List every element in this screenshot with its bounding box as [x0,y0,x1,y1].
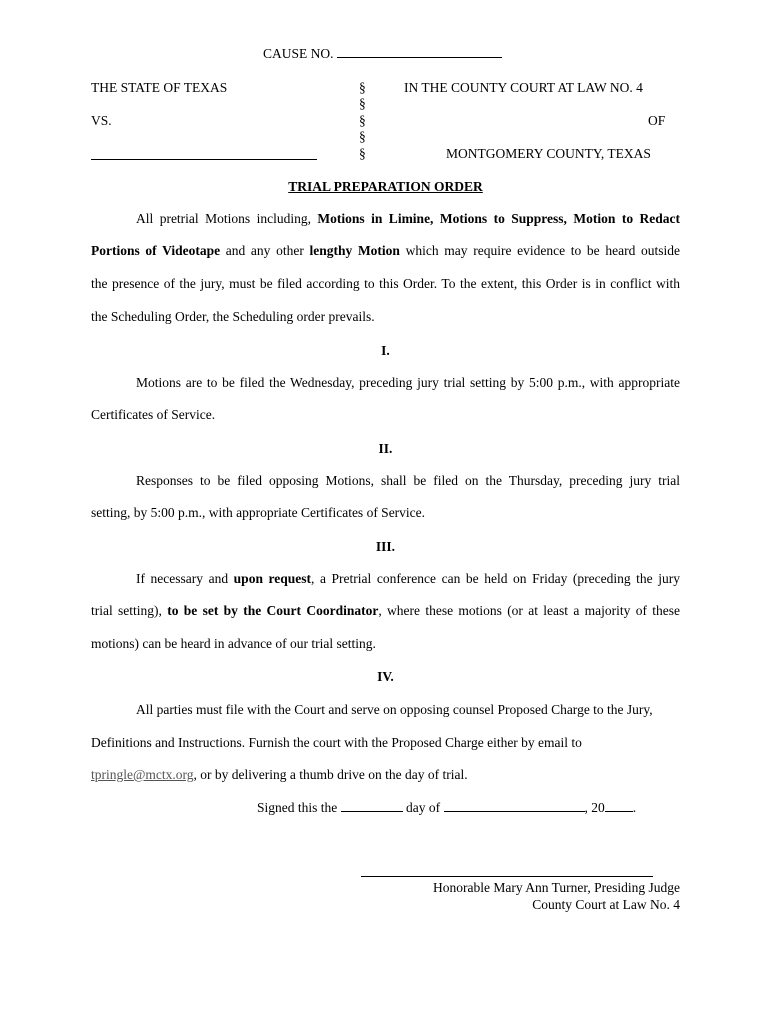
versus: VS. [91,113,112,128]
section-1-line-2: Certificates of Service. [91,407,216,422]
intro-line-2: Portions of Videotape and any other lengthy Motion which may require evidence to be heard outside [91,243,680,258]
year-blank [605,811,633,812]
email-link[interactable]: tpringle@mctx.org [91,767,194,782]
signed-line: Signed this the day of , 20 . [257,800,637,815]
judge-name: Honorable Mary Ann Turner, Presiding Judge [433,880,680,895]
section-1-line-1: Motions are to be filed the Wednesday, preceding jury trial setting by 5:00 p.m., with appropriate [136,375,680,390]
cause-number-blank [337,57,502,58]
section-heading-2: II. [378,441,393,456]
section-heading-4: IV. [377,669,394,684]
court-name: County Court at Law No. 4 [532,897,680,912]
signature-line [361,876,653,877]
section-symbol: § [359,113,366,128]
intro-line-1: All pretrial Motions including, Motions in Limine, Motions to Suppress, Motion to Redact [136,211,681,226]
section-3-line-1: If necessary and upon request, a Pretrial conference can be held on Friday (preceding the jury [136,571,680,586]
section-2-line-1: Responses to be filed opposing Motions, shall be filed on the Thursday, preceding jury trial [136,473,680,488]
day-blank [341,811,403,812]
month-blank [444,811,585,812]
document-title: TRIAL PREPARATION ORDER [288,179,483,194]
section-3-line-2: trial setting), to be set by the Court Coordinator, where these motions (or at least a majority of these [91,603,680,618]
section-4-line-1: All parties must file with the Court and serve on opposing counsel Proposed Charge to the Jury, [136,702,653,717]
section-symbol: § [359,80,366,95]
intro-line-4: the Scheduling Order, the Scheduling order prevails. [91,309,375,324]
section-heading-1: I. [381,343,390,358]
intro-line-3: the presence of the jury, must be filed according to this Order. To the extent, this Order is in conflict with [91,276,680,291]
section-4-line-2: Definitions and Instructions. Furnish the court with the Proposed Charge either by email to [91,735,582,750]
cause-label: CAUSE NO. [263,46,334,61]
section-2-line-2: setting, by 5:00 p.m., with appropriate Certificates of Service. [91,505,426,520]
section-4-line-3: tpringle@mctx.org, or by delivering a thumb drive on the day of trial. [91,767,468,782]
defendant-blank [91,145,317,164]
court-line-2: OF [648,113,666,128]
court-line-3: MONTGOMERY COUNTY, TEXAS [446,146,651,161]
section-symbol: § [359,146,366,161]
section-3-line-3: motions) can be heard in advance of our trial setting. [91,636,376,651]
section-heading-3: III. [375,539,396,554]
left-party: THE STATE OF TEXAS [91,80,228,95]
section-symbol: § [359,129,366,144]
court-line-1: IN THE COUNTY COURT AT LAW NO. 4 [404,80,643,95]
cause-number [263,46,502,62]
section-symbol: § [359,96,366,111]
